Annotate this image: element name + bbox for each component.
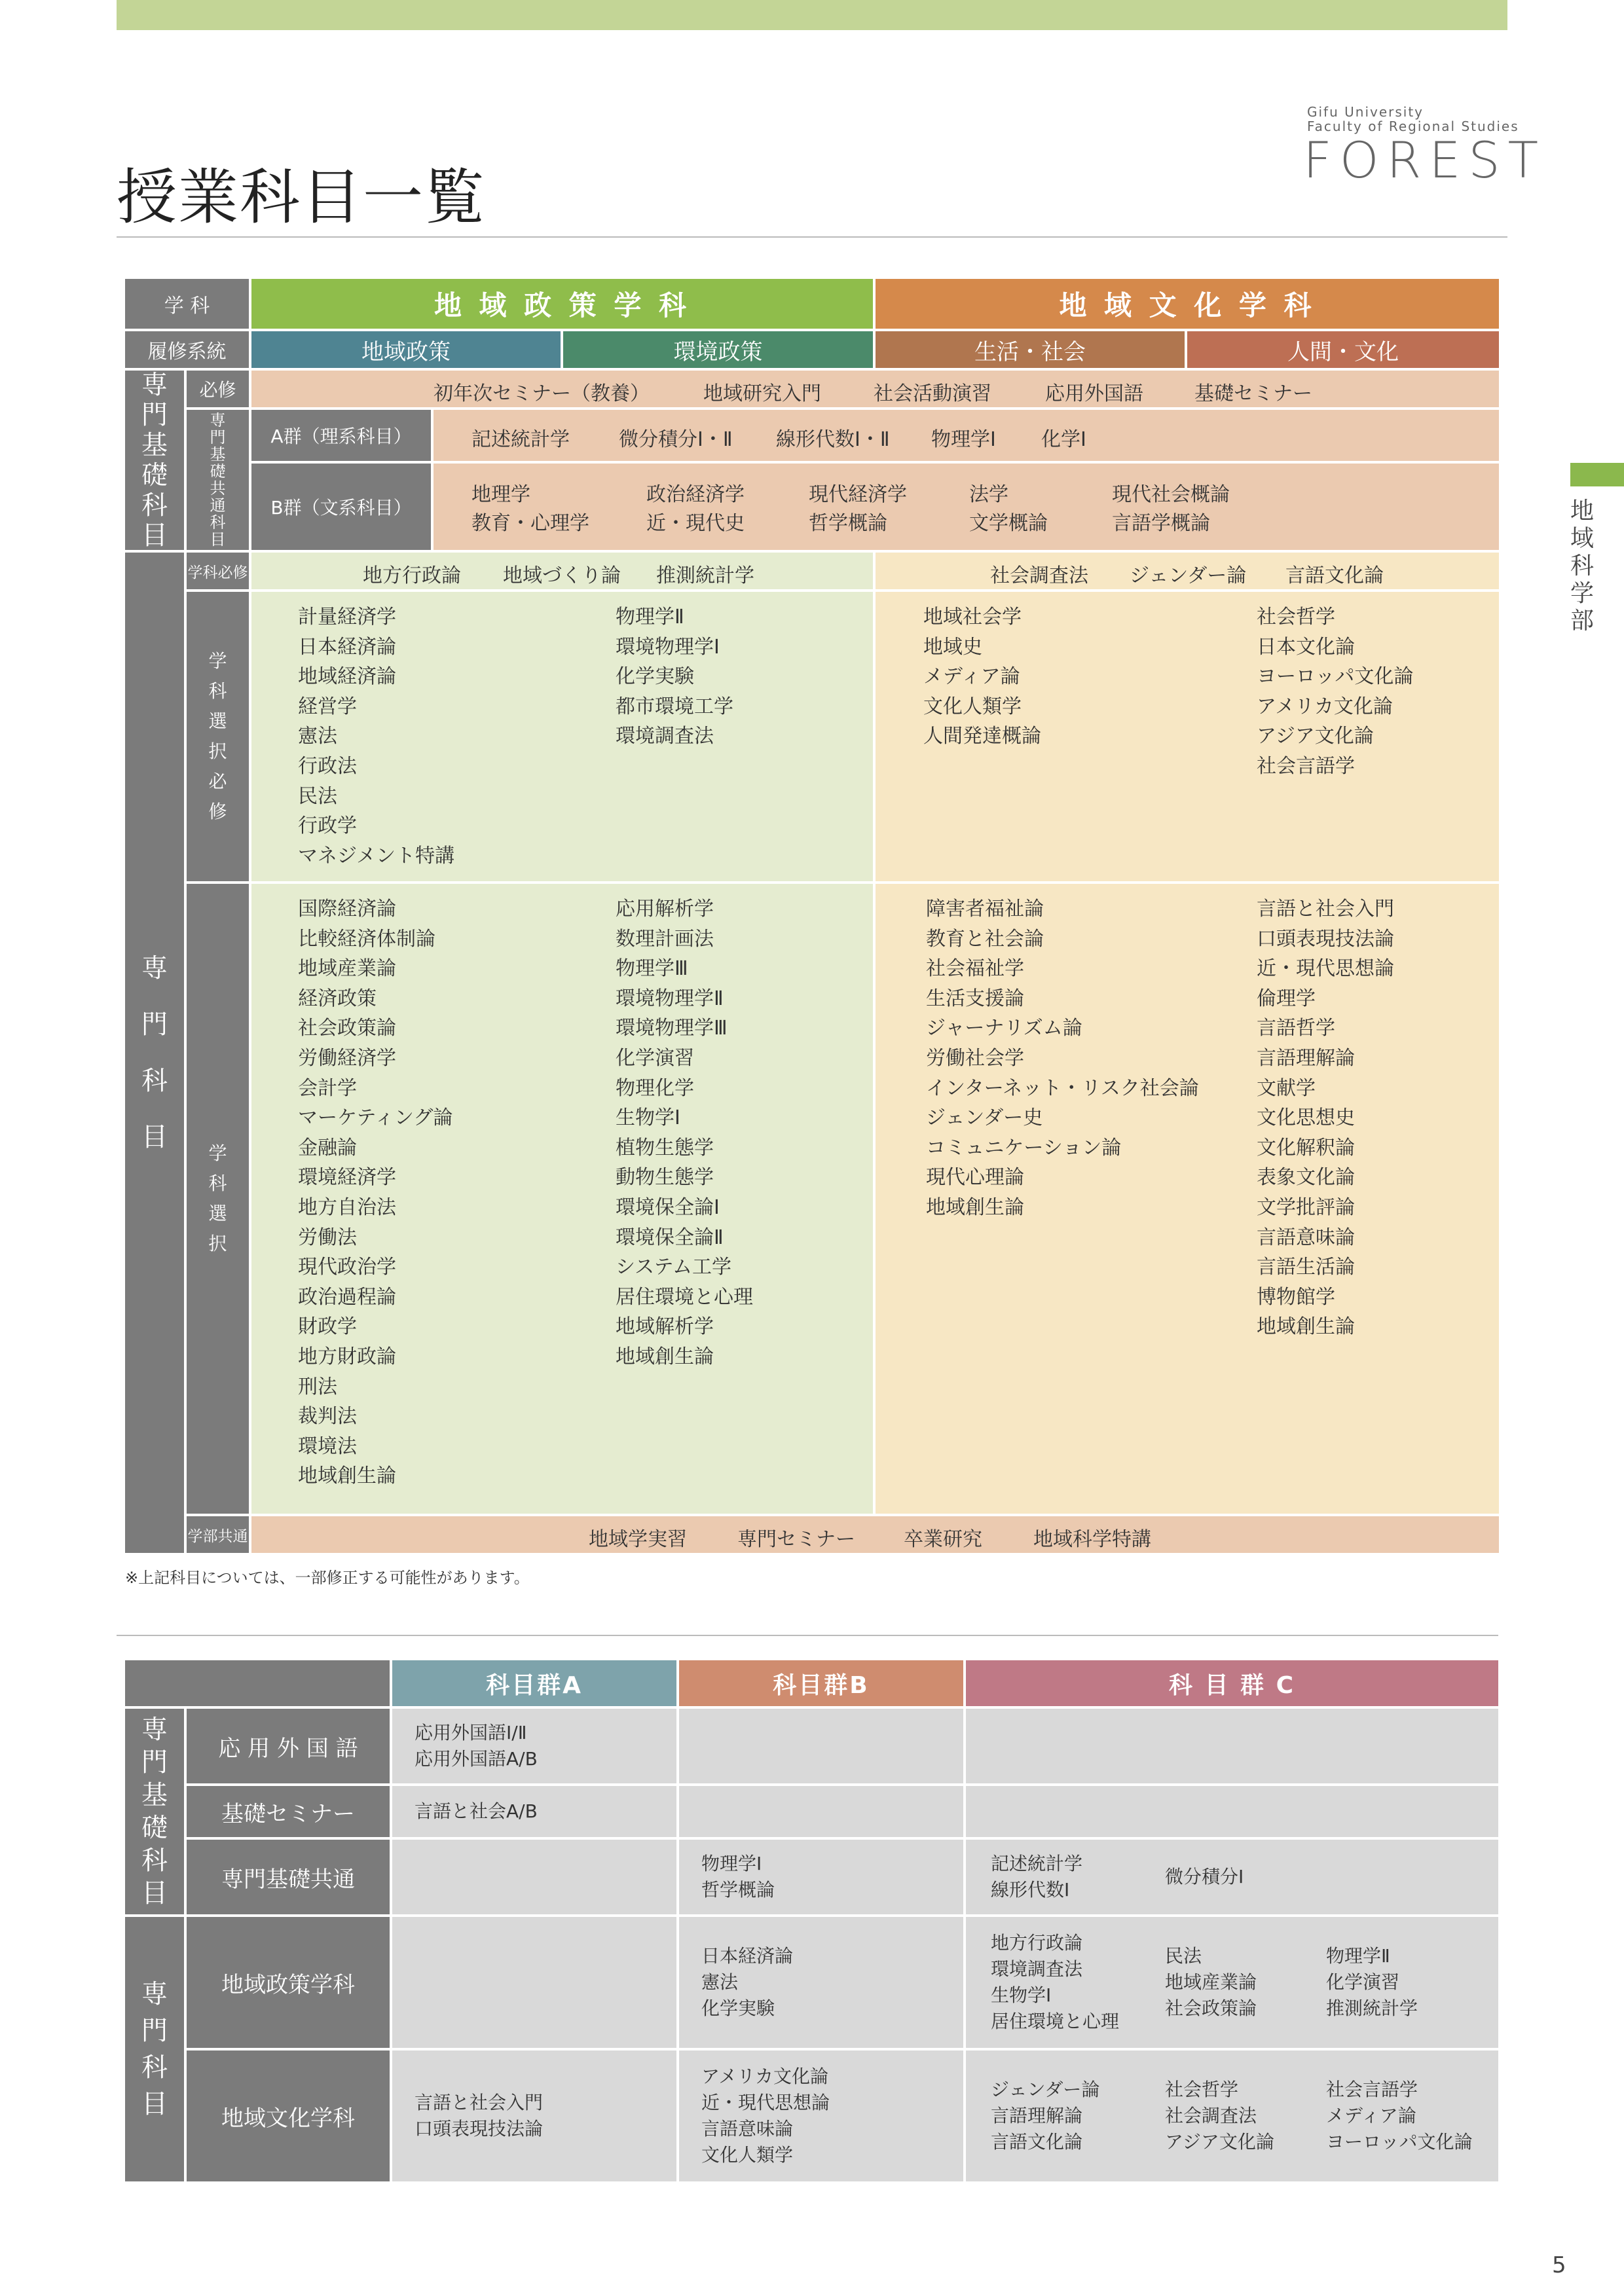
header-course-label: 履修系統 [125, 331, 249, 368]
subject-item: 文化解釈論 [1257, 1136, 1355, 1159]
group-a-label: A群（理系科目） [251, 410, 431, 461]
basic-subjects-label: 専門基礎科目 [125, 371, 184, 550]
row-label: 地域政策学科 [187, 1917, 390, 2048]
selective-policy [251, 884, 873, 1514]
group-b-item: 地理学 [471, 483, 530, 506]
group-b-item: 言語学概論 [1112, 512, 1210, 535]
subject-item: 労働経済学 [298, 1046, 396, 1070]
revision-note: ※上記科目については、一部修正する可能性があります。 [125, 1569, 530, 1587]
subject-item: 物理化学 [616, 1076, 694, 1100]
page-title: 授業科目一覧 [117, 162, 487, 232]
subject-item: 近・現代思想論 [701, 2092, 830, 2113]
subject-item: アメリカ文化論 [701, 2066, 829, 2087]
faculty-common-item: 卒業研究 [904, 1528, 982, 1551]
subject-item: 労働社会学 [926, 1046, 1024, 1070]
subject-item: 社会哲学 [1165, 2079, 1239, 2100]
subject-item: アジア文化論 [1165, 2131, 1274, 2153]
group-b-header: 科目群B [679, 1660, 963, 1706]
subject-item: 裁判法 [298, 1405, 357, 1429]
group-a-item: 化学Ⅰ [1041, 428, 1086, 451]
selective-col-life-society [926, 894, 1199, 1223]
subject-item: 環境物理学Ⅰ [616, 635, 720, 659]
subject-item: アジア文化論 [1257, 725, 1374, 748]
subject-item: 言語と社会入門 [415, 2092, 544, 2113]
required-item: 地域研究入門 [703, 382, 821, 405]
subject-item: 化学実験 [701, 1997, 775, 2019]
header-dept-label: 学 科 [125, 279, 249, 329]
selective-col-environmental-policy [616, 894, 753, 1372]
subject-item: 居住環境と心理 [991, 2011, 1120, 2032]
subject-item: 表象文化論 [1257, 1166, 1355, 1190]
subject-item: 言語理解論 [1257, 1046, 1355, 1070]
dept-required-item: 地域づくり論 [503, 564, 621, 587]
subject-item: ジェンダー論 [991, 2079, 1100, 2100]
group-c-cell [966, 1709, 1498, 1783]
group-a-item: 物理学Ⅰ [931, 428, 996, 451]
row-label: 専門基礎共通 [187, 1840, 390, 1914]
course-human-culture: 人間・文化 [1187, 331, 1499, 368]
dept-required-culture [876, 553, 1499, 589]
subject-item: 生物学Ⅰ [616, 1106, 680, 1130]
subject-list [1165, 1917, 1257, 2048]
group-a-cell [392, 1786, 676, 1837]
subject-item: ヨーロッパ文化論 [1326, 2131, 1473, 2153]
dept-required-item: 推測統計学 [656, 564, 754, 587]
subject-item: 計量経済学 [298, 606, 396, 629]
subject-item: ジャーナリズム論 [926, 1017, 1082, 1040]
subject-item: 環境調査法 [616, 725, 714, 748]
subject-list [701, 1840, 775, 1914]
subject-item: 言語意味論 [1257, 1226, 1355, 1249]
subject-item: 近・現代思想論 [1257, 957, 1394, 981]
subject-item: 動物生態学 [616, 1166, 714, 1190]
subject-item: 化学演習 [616, 1046, 694, 1070]
subject-item: 言語理解論 [991, 2105, 1083, 2126]
dept-required-item: 言語文化論 [1285, 564, 1384, 587]
subject-item: 社会福祉学 [926, 957, 1024, 981]
common-basic-label: 専門基礎共通科目 [187, 410, 249, 550]
subject-item: 地域創生論 [1257, 1315, 1355, 1339]
subject-item: 地域解析学 [616, 1315, 714, 1339]
subject-item: 環境法 [298, 1434, 357, 1458]
header-divider [117, 236, 1507, 238]
group-b-cell [679, 1709, 963, 1783]
subject-item: 行政学 [298, 814, 357, 838]
subject-item: 環境保全論Ⅰ [616, 1195, 720, 1219]
subject-item: 推測統計学 [1326, 1997, 1418, 2019]
subject-item: 現代心理論 [926, 1166, 1024, 1190]
subject-item: 微分積分Ⅰ [1165, 1866, 1244, 1887]
subject-item: 環境物理学Ⅲ [616, 1017, 728, 1040]
subject-item: 博物館学 [1257, 1285, 1335, 1309]
course-regional-policy: 地域政策 [251, 331, 561, 368]
subject-list [1165, 2050, 1274, 2181]
group-b-cell [679, 1840, 963, 1914]
subject-item: 民法 [298, 784, 337, 808]
subject-item: 地域産業論 [1165, 1971, 1257, 1993]
subject-item: 化学実験 [616, 665, 694, 689]
dept-required-label: 学科必修 [187, 553, 249, 589]
group-a-row [434, 410, 1499, 461]
subject-list [701, 2050, 830, 2181]
subject-item: 環境調査法 [991, 1958, 1083, 1980]
subject-list [1326, 1917, 1418, 2048]
subject-item: 応用外国語A/B [415, 1748, 538, 1770]
selective-required-col-regional-policy [298, 602, 454, 871]
subject-item: 応用外国語Ⅰ/Ⅱ [415, 1722, 527, 1743]
required-item: 応用外国語 [1045, 382, 1143, 405]
group-a-item: 微分積分Ⅰ・Ⅱ [619, 428, 733, 451]
header-culture-dept: 地 域 文 化 学 科 [876, 279, 1499, 329]
subject-item: 憲法 [701, 1971, 739, 1993]
required-item: 初年次セミナー（教養） [434, 382, 650, 405]
group-b-item: 近・現代史 [646, 512, 745, 535]
group-b-item: 現代経済学 [809, 483, 907, 506]
group-a-cell [392, 1840, 676, 1914]
subject-item: 政治過程論 [298, 1285, 396, 1309]
subject-item: 文化思想史 [1257, 1106, 1355, 1130]
subject-item: システム工学 [616, 1256, 731, 1279]
subject-item: 言語意味論 [701, 2118, 794, 2140]
subject-item: 障害者福祉論 [926, 898, 1044, 920]
group-a-header: 科目群A [392, 1660, 676, 1706]
faculty-common-item: 地域科学特講 [1033, 1528, 1151, 1551]
group-c-cell [966, 1786, 1498, 1837]
subject-item: 居住環境と心理 [616, 1285, 753, 1309]
subject-item: 植物生態学 [616, 1136, 714, 1159]
selective-col-regional-policy [298, 894, 452, 1491]
subject-item: 物理学Ⅰ [701, 1853, 762, 1874]
group-b-item: 文学概論 [969, 512, 1048, 535]
subject-item: 社会言語学 [1326, 2079, 1418, 2100]
side-tab-label: 地域科学部 [1570, 498, 1594, 634]
subject-item: 日本経済論 [701, 1945, 794, 1967]
subject-item: 応用解析学 [616, 898, 714, 920]
subject-item: 行政法 [298, 754, 357, 778]
subject-item: 都市環境工学 [616, 695, 733, 718]
subject-item: 現代政治学 [298, 1256, 396, 1279]
row-label: 応 用 外 国 語 [187, 1709, 390, 1783]
group-header-blank [125, 1660, 390, 1706]
group-b-item: 現代社会概論 [1112, 483, 1230, 506]
t2-specialized-label: 専門科目 [125, 1917, 184, 2181]
group-a-cell [392, 1709, 676, 1783]
subject-item: 会計学 [298, 1076, 357, 1100]
subject-item: マーケティング論 [298, 1106, 453, 1130]
subject-item: 口頭表現技法論 [415, 2118, 544, 2140]
group-b-row [434, 464, 1499, 550]
selective-required-col-environmental-policy [616, 602, 733, 752]
faculty-common-label: 学部共通 [187, 1516, 249, 1553]
selective-label: 学科選択 [187, 884, 249, 1514]
subject-list [1326, 2050, 1472, 2181]
subject-item: 哲学概論 [701, 1879, 775, 1901]
subject-item: 財政学 [298, 1315, 357, 1339]
subject-item: 社会政策論 [1165, 1997, 1257, 2019]
selective-required-culture [876, 592, 1499, 881]
group-a-item: 線形代数Ⅰ・Ⅱ [776, 428, 890, 451]
subject-item: 民法 [1165, 1945, 1202, 1967]
subject-list [415, 1709, 538, 1783]
subject-list [991, 1840, 1082, 1914]
subject-item: 生活支援論 [926, 987, 1024, 1010]
page-number: 5 [1552, 2252, 1566, 2278]
subject-item: 物理学Ⅱ [1326, 1945, 1390, 1967]
subject-item: 物理学Ⅲ [616, 957, 688, 981]
subject-item: メディア論 [1326, 2105, 1416, 2126]
subject-item: 地域社会学 [923, 606, 1022, 629]
subject-item: 生物学Ⅰ [991, 1984, 1052, 2006]
subject-item: 倫理学 [1257, 987, 1316, 1010]
side-tab-marker [1570, 463, 1624, 486]
subject-item: 地方自治法 [298, 1195, 396, 1219]
row-label: 地域文化学科 [187, 2050, 390, 2181]
subject-list [701, 1917, 793, 2048]
group-a-cell [392, 1917, 676, 2048]
required-item: 基礎セミナー [1194, 382, 1312, 405]
selective-required-col-life-society [923, 602, 1041, 752]
subject-list [415, 1786, 538, 1837]
subject-item: 教育と社会論 [926, 927, 1044, 951]
dept-required-item: 社会調査法 [990, 564, 1088, 587]
group-b-item: 哲学概論 [809, 512, 887, 535]
required-row [251, 371, 1499, 407]
group-b-cell [679, 2050, 963, 2181]
subject-item: 人間発達概論 [923, 725, 1041, 748]
subject-item: 社会調査法 [1165, 2105, 1257, 2126]
group-a-item: 記述統計学 [471, 428, 570, 451]
subject-item: 物理学Ⅱ [616, 606, 684, 629]
subject-item: 比較経済体制論 [298, 927, 435, 951]
subject-item: 言語文化論 [991, 2131, 1083, 2153]
subject-list [1165, 1840, 1244, 1914]
dept-required-item: 地方行政論 [363, 564, 461, 587]
subject-list [415, 2050, 543, 2181]
group-b-cell [679, 1786, 963, 1837]
course-environmental-policy: 環境政策 [563, 331, 873, 368]
subject-item: 線形代数Ⅰ [991, 1879, 1070, 1901]
group-b-item: 政治経済学 [646, 483, 745, 506]
t2-basic-label: 専門基礎科目 [125, 1709, 184, 1914]
subject-item: 数理計画法 [616, 927, 714, 951]
subject-item: 言語生活論 [1257, 1256, 1355, 1279]
subject-item: 化学演習 [1326, 1971, 1400, 1993]
subject-item: 言語哲学 [1257, 1017, 1335, 1040]
top-color-bar [117, 0, 1507, 30]
section-divider [117, 1635, 1498, 1636]
subject-item: 地方財政論 [298, 1345, 396, 1368]
subject-item: 環境物理学Ⅱ [616, 987, 724, 1010]
subject-item: 文化人類学 [923, 695, 1022, 718]
dept-required-policy [251, 553, 873, 589]
subject-item: ジェンダー史 [926, 1106, 1043, 1130]
subject-item: 記述統計学 [991, 1853, 1083, 1874]
dept-required-item: ジェンダー論 [1130, 564, 1247, 587]
subject-item: 社会政策論 [298, 1017, 396, 1040]
subject-item: 環境保全論Ⅱ [616, 1226, 724, 1249]
subject-item: 経営学 [298, 695, 357, 718]
faculty-common-item: 専門セミナー [737, 1528, 855, 1551]
subject-item: 日本文化論 [1257, 635, 1355, 659]
subject-item: 金融論 [298, 1136, 357, 1159]
subject-item: 言語と社会A/B [415, 1800, 538, 1822]
selective-required-policy [251, 592, 873, 881]
course-life-society: 生活・社会 [876, 331, 1185, 368]
subject-item: 憲法 [298, 725, 337, 748]
subject-item: 地域史 [923, 635, 982, 659]
selective-required-col-human-culture [1257, 602, 1413, 782]
subject-item: 文献学 [1257, 1076, 1316, 1100]
group-c-header: 科 目 群 C [966, 1660, 1498, 1706]
subject-item: 言語と社会入門 [1257, 898, 1394, 920]
group-b-label: B群（文系科目） [251, 464, 431, 550]
subject-item: 地方行政論 [991, 1932, 1083, 1954]
subject-item: 文化人類学 [701, 2144, 794, 2166]
subject-item: 文学批評論 [1257, 1195, 1355, 1219]
subject-item: 刑法 [298, 1375, 337, 1398]
subject-item: インターネット・リスク社会論 [926, 1076, 1199, 1100]
subject-item: 地域産業論 [298, 957, 396, 981]
selective-required-label: 学科選択必修 [187, 592, 249, 881]
group-b-item: 法学 [969, 483, 1008, 506]
header-policy-dept: 地 域 政 策 学 科 [251, 279, 873, 329]
subject-item: 環境経済学 [298, 1166, 396, 1190]
subject-item: 地域経済論 [298, 665, 396, 689]
subject-item: 口頭表現技法論 [1257, 927, 1394, 951]
logo-forest: FOREST [1303, 131, 1547, 189]
group-c-cell [966, 1840, 1498, 1914]
subject-item: 地域創生論 [926, 1195, 1024, 1219]
subject-item: メディア論 [923, 665, 1020, 689]
row-label: 基礎セミナー [187, 1786, 390, 1837]
subject-item: 労働法 [298, 1226, 357, 1249]
subject-item: 経済政策 [298, 987, 377, 1010]
subject-item: アメリカ文化論 [1257, 695, 1393, 718]
subject-item: 日本経済論 [298, 635, 396, 659]
group-c-cell [966, 2050, 1498, 2181]
group-b-item: 教育・心理学 [471, 512, 589, 535]
subject-item: 地域創生論 [616, 1345, 714, 1368]
subject-list [991, 2050, 1099, 2181]
subject-item: 国際経済論 [298, 898, 396, 920]
required-label: 必修 [187, 371, 249, 407]
faculty-common-row [251, 1516, 1499, 1553]
subject-item: ヨーロッパ文化論 [1257, 665, 1414, 689]
subject-item: 社会哲学 [1257, 606, 1335, 629]
subject-item: コミュニケーション論 [926, 1136, 1122, 1159]
group-c-cell [966, 1917, 1498, 2048]
subject-item: マネジメント特講 [298, 844, 455, 867]
required-item: 社会活動演習 [874, 382, 991, 405]
selective-culture [876, 884, 1499, 1514]
faculty-common-item: 地域学実習 [589, 1528, 687, 1551]
selective-col-human-culture [1257, 894, 1394, 1342]
group-b-cell [679, 1917, 963, 2048]
specialized-subjects-label: 専門科目 [125, 553, 184, 1553]
group-a-cell [392, 2050, 676, 2181]
subject-list [991, 1917, 1119, 2048]
subject-item: 社会言語学 [1257, 754, 1355, 778]
subject-item: 地域創生論 [298, 1465, 396, 1488]
logo-subtitle: Gifu University Faculty of Regional Studies [1307, 104, 1519, 134]
